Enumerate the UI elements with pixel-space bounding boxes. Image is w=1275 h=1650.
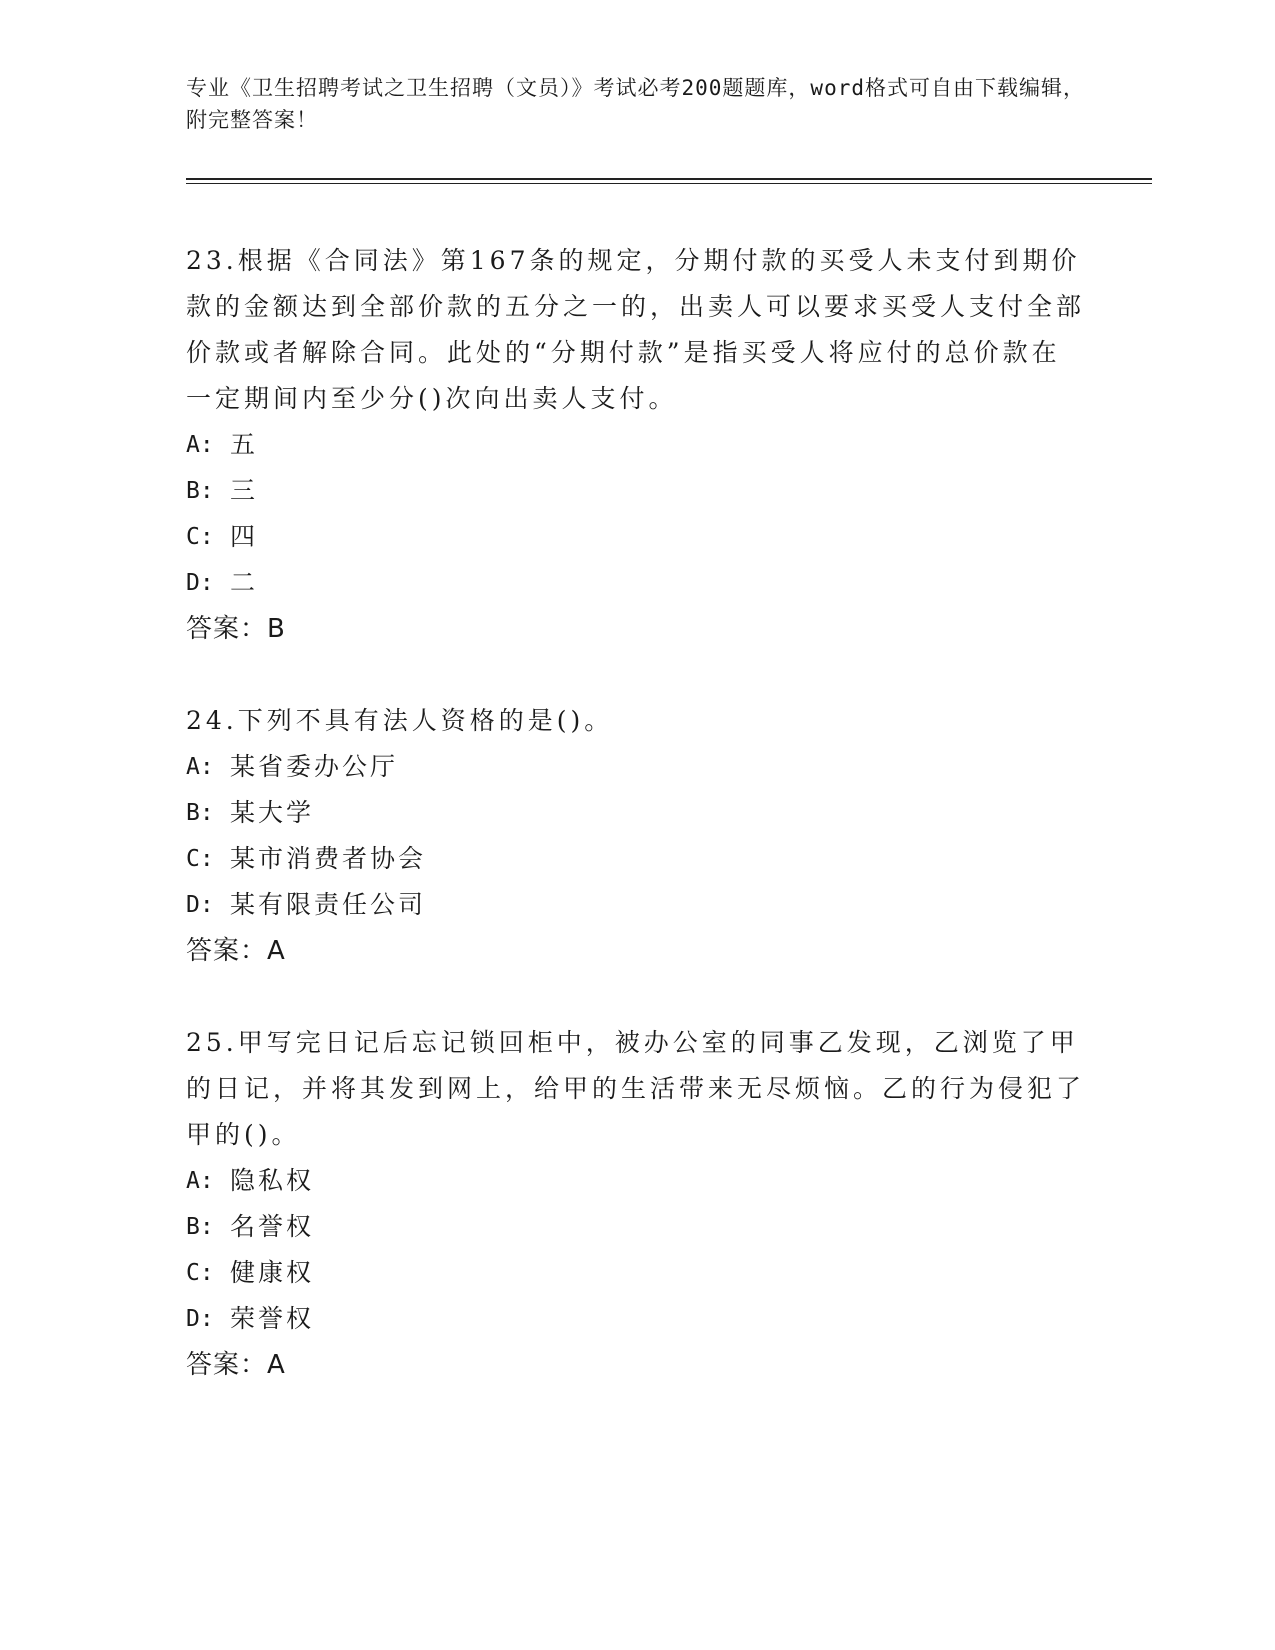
option-text: 五 (230, 430, 259, 459)
option-key: B: (186, 800, 214, 826)
question-stem: 23.根据《合同法》第167条的规定，分期付款的买受人未支付到期价款的金额达到全部价款的五分之一的，出卖人可以要求买受人支付全部价款或者解除合同。此处的“分期付款”是指买受人将应付的总价款在一定期间内至少分()次向出卖人支付。 (186, 246, 1086, 413)
option-a (186, 422, 1086, 468)
question-25 (186, 1020, 1086, 1388)
option-c (186, 836, 1086, 882)
option-text: 某省委办公厅 (230, 752, 399, 781)
header-divider (186, 178, 1152, 184)
question-23 (186, 238, 1086, 652)
option-key: C: (186, 846, 214, 872)
option-text: 隐私权 (230, 1166, 315, 1195)
option-key: D: (186, 570, 214, 596)
answer-line: 答案：A (186, 1350, 286, 1380)
answer-line: 答案：A (186, 936, 286, 966)
option-key: A: (186, 432, 214, 458)
option-text: 荣誉权 (230, 1304, 315, 1333)
question-stem: 24.下列不具有法人资格的是()。 (186, 706, 614, 735)
option-text: 二 (230, 568, 259, 597)
option-text: 三 (230, 476, 259, 505)
option-key: A: (186, 754, 214, 780)
option-key: B: (186, 1214, 214, 1240)
option-key: D: (186, 892, 214, 918)
answer-line: 答案：B (186, 614, 286, 644)
option-text: 名誉权 (230, 1212, 315, 1241)
question-list (186, 238, 1086, 1434)
option-text: 健康权 (230, 1258, 315, 1287)
option-key: C: (186, 1260, 214, 1286)
question-stem: 25.甲写完日记后忘记锁回柜中，被办公室的同事乙发现，乙浏览了甲的日记，并将其发到网上，给甲的生活带来无尽烦恼。乙的行为侵犯了甲的()。 (186, 1028, 1086, 1149)
option-text: 某大学 (230, 798, 315, 827)
option-b (186, 468, 1086, 514)
question-24 (186, 698, 1086, 974)
option-d (186, 882, 1086, 928)
option-c (186, 514, 1086, 560)
option-key: D: (186, 1306, 214, 1332)
option-b (186, 790, 1086, 836)
option-text: 某市消费者协会 (230, 844, 427, 873)
option-a (186, 744, 1086, 790)
option-text: 四 (230, 522, 259, 551)
option-c (186, 1250, 1086, 1296)
document-header: 专业《卫生招聘考试之卫生招聘（文员）》考试必考200题题库，word格式可自由下载编辑，附完整答案！ (186, 76, 1085, 132)
option-b (186, 1204, 1086, 1250)
option-key: C: (186, 524, 214, 550)
option-text: 某有限责任公司 (230, 890, 427, 919)
option-key: B: (186, 478, 214, 504)
option-a (186, 1158, 1086, 1204)
option-key: A: (186, 1168, 214, 1194)
option-d (186, 560, 1086, 606)
option-d (186, 1296, 1086, 1342)
